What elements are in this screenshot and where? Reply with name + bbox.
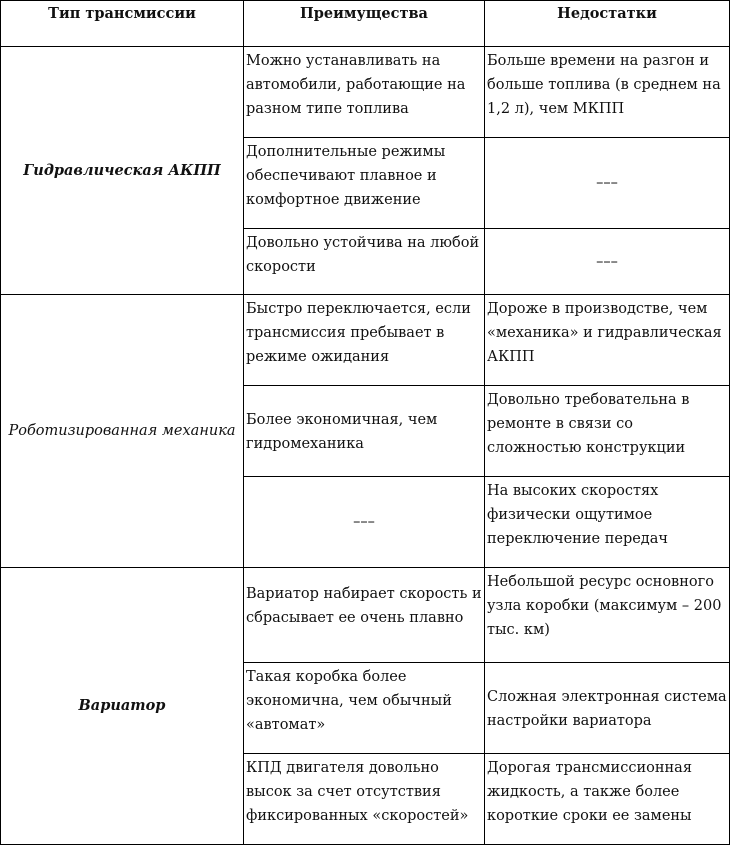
disadvantage-cell-empty: ––– — [485, 138, 730, 229]
advantage-cell: Такая коробка более экономична, чем обычный «автомат» — [244, 663, 485, 754]
header-disadvantages: Недостатки — [485, 1, 730, 47]
table-row — [1, 295, 730, 386]
advantage-cell-empty: ––– — [244, 477, 485, 568]
type-hydraulic-automatic: Гидравлическая АКПП — [1, 47, 244, 295]
disadvantage-cell: Сложная электронная система настройки вариатора — [485, 663, 730, 754]
type-robotic-manual: Роботизированная механика — [1, 295, 244, 568]
disadvantage-cell-empty: ––– — [485, 229, 730, 295]
table-row — [1, 47, 730, 138]
advantage-cell: Более экономичная, чем гидромеханика — [244, 386, 485, 477]
disadvantage-cell: Больше времени на разгон и больше топлива (в среднем на 1,2 л), чем МКПП — [485, 47, 730, 138]
table-row — [1, 568, 730, 663]
header-advantages: Преимущества — [244, 1, 485, 47]
advantage-cell: Дополнительные режимы обеспечивают плавное и комфортное движение — [244, 138, 485, 229]
advantage-cell: Можно устанавливать на автомобили, работающие на разном типе топлива — [244, 47, 485, 138]
type-variator: Вариатор — [1, 568, 244, 845]
disadvantage-cell: Небольшой ресурс основного узла коробки (максимум – 200 тыс. км) — [485, 568, 730, 663]
header-row — [1, 1, 730, 47]
disadvantage-cell: Дороже в производстве, чем «механика» и гидравлическая АКПП — [485, 295, 730, 386]
advantage-cell: Вариатор набирает скорость и сбрасывает ее очень плавно — [244, 568, 485, 663]
disadvantage-cell: На высоких скоростях физически ощутимое переключение передач — [485, 477, 730, 568]
disadvantage-cell: Дорогая трансмиссионная жидкость, а также более короткие сроки ее замены — [485, 754, 730, 845]
header-type: Тип трансмиссии — [1, 1, 244, 47]
advantage-cell: Довольно устойчива на любой скорости — [244, 229, 485, 295]
advantage-cell: КПД двигателя довольно высок за счет отсутствия фиксированных «скоростей» — [244, 754, 485, 845]
disadvantage-cell: Довольно требовательна в ремонте в связи со сложностью конструкции — [485, 386, 730, 477]
advantage-cell: Быстро переключается, если трансмиссия пребывает в режиме ожидания — [244, 295, 485, 386]
